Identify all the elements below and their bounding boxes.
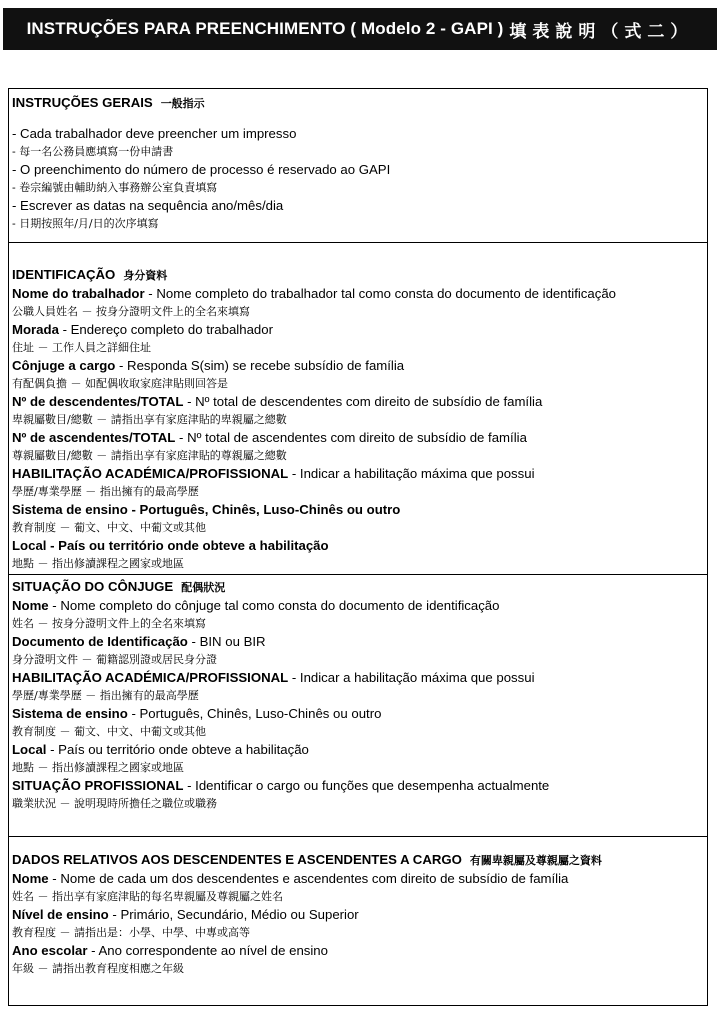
field-desc: - País ou território onde obteve a habilitação [46, 742, 309, 757]
field-term: HABILITAÇÃO ACADÉMICA/PROFISSIONAL [12, 670, 289, 685]
section-title-zh: 一般指示 [160, 97, 205, 110]
field-definition-zh: 公職人員姓名 － 按身分證明文件上的全名來填寫 [12, 305, 250, 318]
header-title-pt: INSTRUÇÕES PARA PREENCHIMENTO ( Modelo 2 - GAPI ) [26, 19, 504, 38]
list-item: - 日期按照年/月/日的次序填寫 [12, 217, 159, 230]
field-definition [12, 429, 707, 447]
list-item: - 每一名公務員應填寫一份申請書 [12, 145, 174, 158]
field-definition [12, 501, 707, 519]
field-desc: - Identificar o cargo ou funções que desempenha actualmente [183, 778, 550, 793]
instructions-frame [8, 88, 708, 1006]
field-definition-zh: 教育制度 － 葡文、中文、中葡文或其他 [12, 521, 206, 534]
field-desc: - Nº total de ascendentes com direito de subsídio de família [175, 430, 527, 445]
section-title-pt: IDENTIFICAÇÃO [12, 267, 116, 282]
field-definition-zh: 卑親屬數目/總數 － 請指出享有家庭津貼的卑親屬之總數 [12, 413, 287, 426]
field-desc: - Endereço completo do trabalhador [58, 322, 273, 337]
section-general-instructions [9, 89, 707, 243]
section-title [12, 94, 707, 113]
field-term: Cônjuge a cargo [12, 358, 116, 373]
field-desc: - Nome completo do trabalhador tal como consta do documento de identificação [144, 286, 616, 301]
field-definition [12, 357, 707, 375]
field-definition [12, 741, 707, 759]
section-title-zh: 有關卑親屬及尊親屬之資料 [469, 854, 602, 867]
field-term: Nome [12, 598, 49, 613]
field-definition [12, 777, 707, 795]
field-desc: - Português, Chinês, Luso-Chinês ou outro [127, 706, 382, 721]
field-definition-zh: 尊親屬數目/總數 － 請指出享有家庭津貼的尊親屬之總數 [12, 449, 287, 462]
field-term: Documento de Identificação [12, 634, 188, 649]
field-definition [12, 669, 707, 687]
field-definition-zh: 姓名 － 按身分證明文件上的全名來填寫 [12, 617, 206, 630]
list-item: - 卷宗編號由輔助納入事務辦公室負責填寫 [12, 181, 218, 194]
field-definition [12, 537, 707, 555]
field-definition-zh: 教育程度 － 請指出是：小學、中學、中專或高等 [12, 926, 250, 939]
field-definition-zh: 學歷/專業學歷 － 指出擁有的最高學歷 [12, 485, 199, 498]
header-title-zh: 填表說明（式二） [509, 21, 694, 42]
section-title-zh: 配偶狀況 [181, 581, 226, 594]
section-title-pt: SITUAÇÃO DO CÔNJUGE [12, 579, 174, 594]
field-term: SITUAÇÃO PROFISSIONAL [12, 778, 184, 793]
field-term: Ano escolar [12, 943, 88, 958]
page-header [3, 8, 717, 50]
field-definition [12, 393, 707, 411]
section-title-pt: DADOS RELATIVOS AOS DESCENDENTES E ASCENDENTES A CARGO [12, 852, 462, 867]
section-title-zh: 身分資料 [123, 269, 168, 282]
section-identification [9, 243, 707, 575]
field-definition-zh: 職業狀況 － 說明現時所擔任之職位或職務 [12, 797, 217, 810]
list-item: - O preenchimento do número de processo é reservado ao GAPI [12, 162, 391, 177]
field-term: Nº de ascendentes/TOTAL [12, 430, 176, 445]
field-desc: - Ano correspondente ao nível de ensino [87, 943, 328, 958]
field-term: Nível de ensino [12, 907, 109, 922]
field-desc: - BIN ou BIR [187, 634, 266, 649]
field-desc: - Indicar a habilitação máxima que possui [288, 670, 535, 685]
field-term: Local [12, 742, 47, 757]
section-spouse-situation [9, 575, 707, 837]
field-desc: - Nome completo do cônjuge tal como consta do documento de identificação [48, 598, 500, 613]
field-definition-zh: 住址 － 工作人員之詳細住址 [12, 341, 151, 354]
list-item: - Escrever as datas na sequência ano/mês/dia [12, 198, 284, 213]
field-desc: - Nome de cada um dos descendentes e ascendentes com direito de subsídio de família [48, 871, 569, 886]
field-term: Local - País ou território onde obteve a habilitação [12, 538, 329, 553]
list-item: - Cada trabalhador deve preencher um impresso [12, 126, 297, 141]
field-term: Nome do trabalhador [12, 286, 145, 301]
field-definition [12, 597, 707, 615]
field-definition [12, 870, 707, 888]
field-definition-zh: 有配偶負擔 － 如配偶收取家庭津貼則回答是 [12, 377, 228, 390]
field-desc: - Primário, Secundário, Médio ou Superior [108, 907, 359, 922]
section-title [12, 578, 707, 597]
field-definition [12, 705, 707, 723]
field-desc: - Indicar a habilitação máxima que possui [288, 466, 535, 481]
field-desc: - Responda S(sim) se recebe subsídio de família [115, 358, 405, 373]
field-definition-zh: 地點 － 指出修讀課程之國家或地區 [12, 557, 184, 570]
field-definition-zh: 姓名 － 指出享有家庭津貼的每名卑親屬及尊親屬之姓名 [12, 890, 283, 903]
section-title-pt: INSTRUÇÕES GERAIS [12, 95, 153, 110]
field-term: HABILITAÇÃO ACADÉMICA/PROFISSIONAL [12, 466, 289, 481]
field-definition-zh: 年級 － 請指出教育程度相應之年級 [12, 962, 184, 975]
field-definition [12, 465, 707, 483]
section-title [12, 266, 707, 285]
field-term: Sistema de ensino [12, 706, 128, 721]
field-term: Morada [12, 322, 59, 337]
field-definition [12, 906, 707, 924]
field-definition [12, 321, 707, 339]
field-definition [12, 285, 707, 303]
field-term: Nº de descendentes/TOTAL [12, 394, 184, 409]
section-dependents-data [9, 837, 707, 1007]
field-definition-zh: 學歷/專業學歷 － 指出擁有的最高學歷 [12, 689, 199, 702]
field-definition [12, 633, 707, 651]
field-definition [12, 942, 707, 960]
field-term: Sistema de ensino - Português, Chinês, Luso-Chinês ou outro [12, 502, 401, 517]
field-definition-zh: 教育制度 － 葡文、中文、中葡文或其他 [12, 725, 206, 738]
field-definition-zh: 身分證明文件 － 葡籍認別證或居民身分證 [12, 653, 217, 666]
field-definition-zh: 地點 － 指出修讀課程之國家或地區 [12, 761, 184, 774]
field-term: Nome [12, 871, 49, 886]
section-title [12, 851, 707, 870]
field-desc: - Nº total de descendentes com direito de subsídio de família [183, 394, 543, 409]
